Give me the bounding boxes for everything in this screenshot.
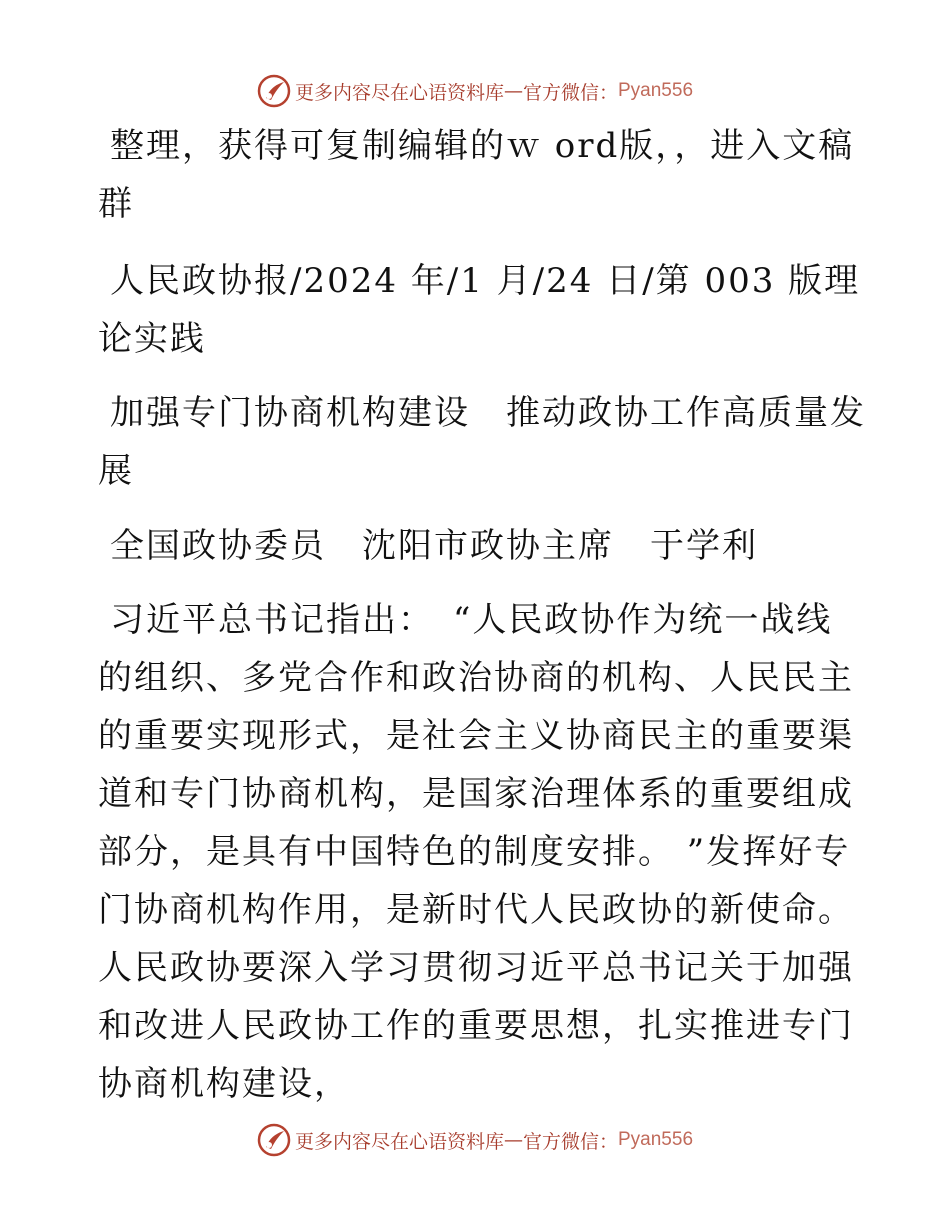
banner-wechat-handle: Pyan556 [618, 80, 694, 101]
paragraph-text: 加强专门协商机构建设 推动政协工作高质量发展 [98, 393, 866, 491]
article-body [98, 591, 868, 1113]
banner-text: 更多内容尽在心语资料库 [294, 1130, 504, 1153]
article-author [98, 517, 868, 575]
article-title [98, 384, 868, 500]
header-watermark-banner [0, 71, 950, 111]
paragraph-text: 全国政协委员 沈阳市政协主席 于学利 [110, 526, 758, 566]
paragraph-source [98, 252, 868, 368]
paragraph-text: 人民政协报/2024 年/1 月/24 日/第 003 版理论实践 [98, 261, 861, 359]
banner-text: 更多内容尽在心语资料库 [294, 81, 504, 104]
paragraph-notice [98, 117, 868, 233]
logo-icon [257, 74, 291, 108]
logo-icon [257, 1123, 291, 1157]
banner-dash: — [503, 1129, 523, 1151]
banner-wechat-label: 官方微信： [522, 1130, 618, 1153]
banner-wechat-handle: Pyan556 [618, 1129, 694, 1150]
banner-dash: — [503, 80, 523, 102]
paragraph-text: 整理，获得可复制编辑的ｗ ord版，，进入文稿群 [98, 126, 855, 224]
banner-wechat-label: 官方微信： [522, 81, 618, 104]
paragraph-text: 习近平总书记指出： “人民政协作为统一战线的组织、多党合作和政治协商的机构、人民民主的重要实现形式，是社会主义协商民主的重要渠道和专门协商机构，是国家治理体系的重要组成部分，是具有中国特色的制度安排。 ”发挥好专门协商机构作用，是新时代人民政协的新使命。人民政协要深入学习贯彻习近平总书记关于加强和改进人民政协工作的重要思想，扎实推进专门协商机构建设， [98, 600, 854, 1104]
footer-watermark-banner [0, 1120, 950, 1160]
